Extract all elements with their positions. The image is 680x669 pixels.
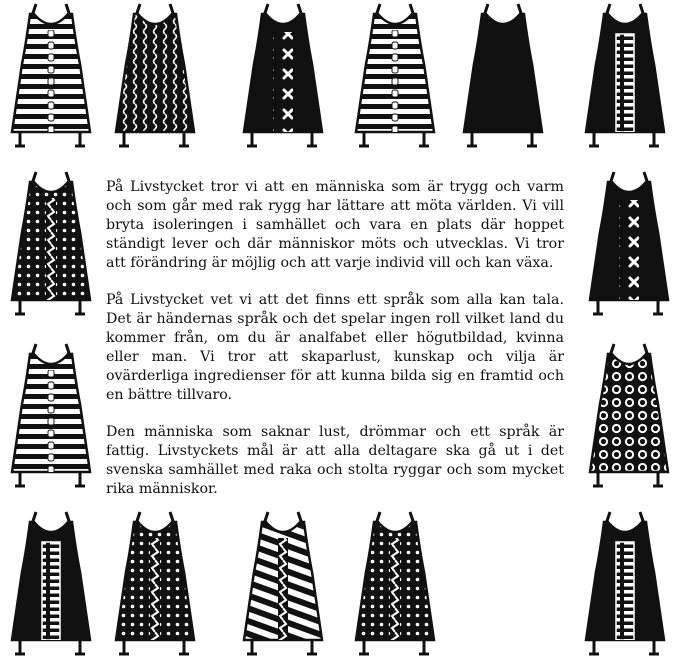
- article-text: [106, 178, 564, 517]
- corset-plain-dark: [464, 4, 542, 146]
- corset-dots-zigzag: [12, 172, 90, 314]
- corset-ladder-panel: [586, 4, 664, 146]
- paragraph-2: På Livstycket vet vi att det finns ett språk som alla kan tala. Det är händernas språk och det spelar ingen roll vilket land du kommer från, om du är analfabet eller högutbildad, kvinna eller man. Vi tror att skaparlust, kunskap och vilja är ovärderliga ingredienser för att kunna bilda sig en framtid och en bättre tillvaro.: [106, 292, 564, 403]
- corset-stripes-dots: [356, 4, 434, 146]
- corset-ladder-panel: [586, 512, 664, 654]
- corset-vertical-waves: [116, 4, 194, 146]
- corset-zebra: [244, 512, 322, 654]
- corset-crosses: [244, 4, 322, 146]
- paragraph-3: Den människa som saknar lust, drömmar och ett språk är fattig. Livstyckets mål är att alla deltagare ska gå ut i det svenska samhället med raka och stolta ryggar och som mycket rika människor.: [106, 424, 564, 497]
- corset-ladder-panel: [12, 512, 90, 654]
- paragraph-1: På Livstycket tror vi att en människa som är trygg och varm och som går med rak rygg har lättare att möta världen. Vi vill bryta isoleringen i samhället och vara en plats där hoppet ständigt lever och där människor möts och utvecklas. Vi tror att förändring är möjlig och att varje individ vill och kan växa.: [106, 179, 564, 271]
- corset-stripes-buttons: [12, 344, 90, 486]
- corset-dots-zigzag: [116, 512, 194, 654]
- corset-crosses: [590, 172, 668, 314]
- corset-dots-zigzag: [356, 512, 434, 654]
- corset-stripes-buttons: [12, 4, 90, 146]
- corset-rings: [590, 344, 668, 486]
